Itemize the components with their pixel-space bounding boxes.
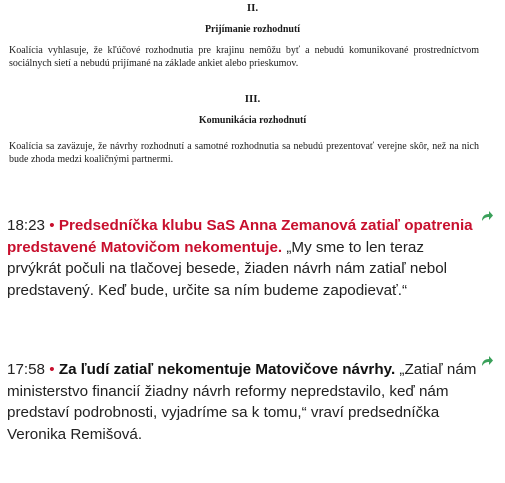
feed-entry	[7, 215, 477, 301]
section-title-2: Prijímanie rozhodnutí	[204, 24, 301, 35]
entry-separator: •	[49, 217, 55, 234]
section-number-3: III.	[244, 93, 261, 105]
entry-headline: Predsedníčka klubu SaS Anna Zemanová zatiaľ opatrenia predstavené Matovičom nekomentuje.	[7, 217, 473, 256]
section-text-2: Koalícia vyhlasuje, že kľúčové rozhodnutia pre krajinu nemôžu byť a nebudú komunikované prostredníctvom sociálnych sietí a nebudú prijímané na základe ankiet alebo prieskumov.	[9, 45, 479, 69]
section-title-3: Komunikácia rozhodnutí	[198, 115, 307, 126]
entry-time: 18:23	[7, 217, 46, 234]
entry-body: „My sme to len teraz prvýkrát počuli na tlačovej besede, žiaden návrh nám zatiaľ nebol predstavený. Keď bude, určite sa ním budeme zapodievať.“	[7, 238, 448, 299]
live-feed	[0, 198, 505, 483]
section-text-3: Koalícia sa zaväzuje, že návrhy rozhodnutí a samotné rozhodnutia sa nebudú prezentovať verejne skôr, než na nich bude zhoda medzi koaličnými partnermi.	[9, 141, 479, 165]
feed-entry	[7, 359, 477, 445]
share-arrow-icon[interactable]	[480, 209, 494, 223]
entry-body: „Zatiaľ nám ministerstvo financií žiadny návrh reformy nepredstavilo, keď nám predstaví podrobnosti, vyjadríme sa k tomu,“ vraví predsedníčka Veronika Remišová.	[7, 361, 477, 443]
entry-separator: •	[49, 361, 55, 378]
entry-headline: Za ľudí zatiaľ nekomentuje Matovičove návrhy.	[58, 361, 396, 378]
coalition-agreement-excerpt	[0, 0, 505, 198]
share-arrow-icon[interactable]	[480, 354, 494, 368]
section-number-2: II.	[246, 2, 259, 14]
entry-time: 17:58	[7, 361, 46, 378]
